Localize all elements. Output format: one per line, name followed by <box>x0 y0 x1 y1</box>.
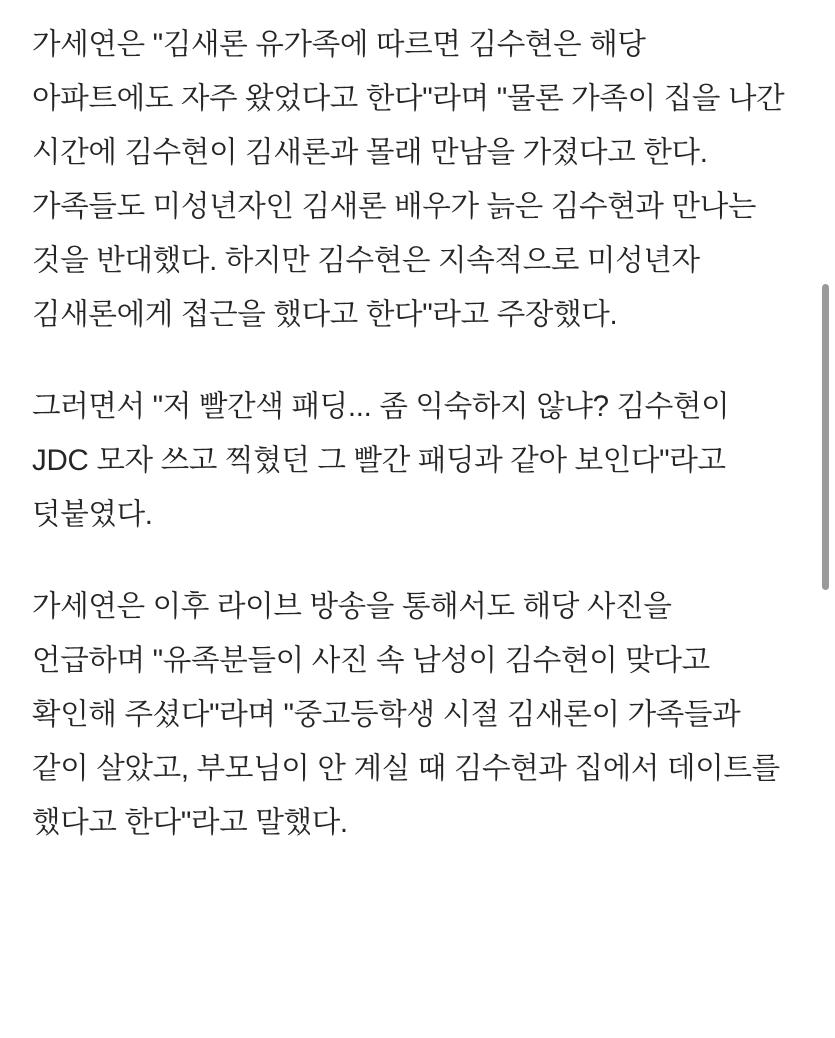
vertical-scrollbar-thumb[interactable] <box>822 284 829 590</box>
article-paragraph-2: 그러면서 "저 빨간색 패딩... 좀 익숙하지 않냐? 김수현이 JDC 모자 쓰고 찍혔던 그 빨간 패딩과 같아 보인다"라고 덧붙였다. <box>32 390 738 531</box>
vertical-scrollbar-track[interactable] <box>824 0 832 1038</box>
article-paragraph-1: 가세연은 "김새론 유가족에 따르면 김수현은 해당 아파트에도 자주 왔었다고 한다"라며 "물론 가족이 집을 나간 시간에 김수현이 김새론과 몰래 만남을 가졌다고 한다. 가족들도 미성년자인 김새론 배우가 늙은 김수현과 만나는 것을 반대했다. 하지만 김수현은 지속적으로 미성년자 김새론에게 접근을 했다고 한다"라고 주장했다. <box>32 28 793 331</box>
article-paragraph-3: 가세연은 이후 라이브 방송을 통해서도 해당 사진을 언급하며 "유족분들이 사진 속 남성이 김수현이 맞다고 확인해 주셨다"라며 "중고등학생 시절 김새론이 가족들과 같이 살았고, 부모님이 안 계실 때 김수현과 집에서 데이트를 했다고 한다"라고 말했다. <box>32 590 788 839</box>
